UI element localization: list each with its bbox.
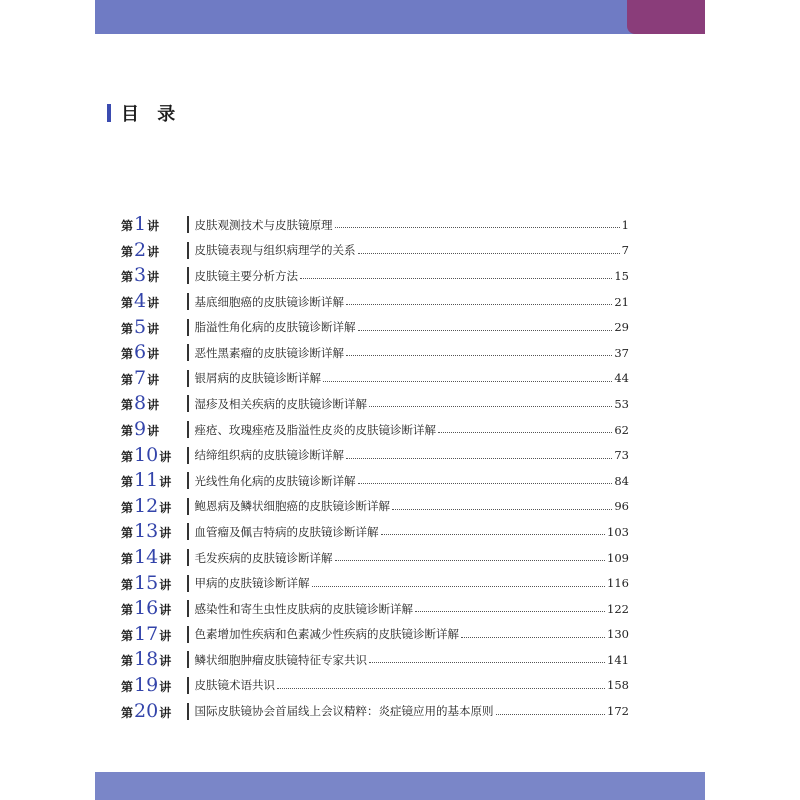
entry-title: 银屑病的皮肤镜诊断详解 [194, 371, 321, 386]
entry-divider [187, 703, 189, 720]
dot-leader [346, 355, 612, 356]
lecture-number: 6 [134, 341, 147, 364]
dot-leader [335, 227, 620, 228]
entry-page-number: 15 [614, 268, 629, 283]
lecture-label [121, 443, 187, 466]
lecture-label [121, 599, 187, 618]
lecture-label [121, 215, 187, 234]
dot-leader [300, 278, 612, 279]
entry-page-number: 73 [614, 448, 629, 463]
lecture-label [121, 420, 187, 439]
lecture-suffix: 讲 [159, 628, 172, 643]
lecture-prefix: 第 [121, 654, 134, 669]
toc-entry[interactable] [121, 391, 629, 417]
lecture-label [121, 622, 187, 645]
entry-title: 色素增加性疾病和色素减少性疾病的皮肤镜诊断详解 [194, 627, 459, 642]
dot-leader [381, 534, 606, 535]
entry-title: 皮肤镜术语共识 [194, 678, 275, 693]
lecture-label [121, 494, 187, 517]
entry-page-number: 122 [607, 601, 629, 616]
entry-divider [187, 344, 189, 361]
lecture-label [121, 699, 187, 722]
dot-leader [346, 304, 612, 305]
lecture-suffix: 讲 [159, 449, 172, 464]
entry-page-number: 53 [614, 396, 629, 411]
entry-divider [187, 626, 189, 643]
lecture-suffix: 讲 [147, 321, 160, 336]
lecture-prefix: 第 [121, 398, 134, 413]
lecture-prefix: 第 [121, 372, 134, 387]
entry-divider [187, 447, 189, 464]
entry-divider [187, 421, 189, 438]
page-title: 目 录 [121, 104, 182, 125]
toc-entry[interactable] [121, 212, 629, 238]
entry-title: 鳞状细胞肿瘤皮肤镜特征专家共识 [194, 652, 367, 667]
lecture-number: 13 [134, 520, 159, 543]
lecture-prefix: 第 [121, 603, 134, 618]
entry-title: 脂溢性角化病的皮肤镜诊断详解 [194, 320, 356, 335]
lecture-number: 7 [134, 366, 147, 389]
lecture-prefix: 第 [121, 552, 134, 567]
lecture-prefix: 第 [121, 219, 134, 234]
lecture-number: 12 [134, 494, 159, 517]
dot-leader [312, 586, 606, 587]
lecture-prefix: 第 [121, 449, 134, 464]
lecture-number: 17 [134, 622, 159, 645]
entry-title: 皮肤观测技术与皮肤镜原理 [194, 217, 333, 232]
lecture-label [121, 238, 187, 261]
entry-divider [187, 319, 189, 336]
toc-entry[interactable] [121, 238, 629, 264]
heading-accent-bar [107, 104, 111, 122]
entry-page-number: 37 [614, 345, 629, 360]
lecture-label [121, 571, 187, 594]
lecture-suffix: 讲 [159, 500, 172, 515]
lecture-label [121, 548, 187, 567]
entry-divider [187, 575, 189, 592]
dot-leader [369, 406, 612, 407]
lecture-label [121, 292, 187, 311]
lecture-suffix: 讲 [147, 372, 160, 387]
lecture-prefix: 第 [121, 347, 134, 362]
entry-title: 鲍恩病及鳞状细胞癌的皮肤镜诊断详解 [194, 499, 390, 514]
lecture-number: 4 [134, 290, 147, 313]
lecture-prefix: 第 [121, 628, 134, 643]
lecture-suffix: 讲 [159, 603, 172, 618]
entry-divider [187, 523, 189, 540]
entry-page-number: 7 [621, 243, 629, 258]
toc-entry[interactable] [121, 673, 629, 699]
dot-leader [335, 560, 606, 561]
entry-divider [187, 549, 189, 566]
lecture-suffix: 讲 [147, 296, 160, 311]
entry-page-number: 96 [614, 499, 629, 514]
entry-divider [187, 498, 189, 515]
toc-entry[interactable] [121, 366, 629, 392]
entry-title: 湿疹及相关疾病的皮肤镜诊断详解 [194, 396, 367, 411]
entry-page-number: 44 [614, 371, 629, 386]
lecture-number: 3 [134, 264, 147, 287]
toc-entry[interactable] [121, 545, 629, 571]
dot-leader [358, 330, 613, 331]
lecture-number: 19 [134, 673, 159, 696]
toc-entry[interactable] [121, 698, 629, 724]
entry-title: 毛发疾病的皮肤镜诊断详解 [194, 550, 333, 565]
entry-page-number: 172 [607, 704, 629, 719]
toc-entry[interactable] [121, 289, 629, 315]
entry-page-number: 84 [614, 473, 629, 488]
toc-entry[interactable] [121, 596, 629, 622]
lecture-label [121, 650, 187, 669]
entry-page-number: 116 [607, 576, 629, 591]
entry-divider [187, 600, 189, 617]
entry-title: 光线性角化病的皮肤镜诊断详解 [194, 473, 356, 488]
table-of-contents [121, 212, 629, 724]
entry-divider [187, 267, 189, 284]
toc-entry[interactable] [121, 468, 629, 494]
lecture-label [121, 315, 187, 338]
toc-heading [107, 100, 181, 126]
lecture-prefix: 第 [121, 270, 134, 285]
lecture-number: 15 [134, 571, 159, 594]
entry-title: 恶性黑素瘤的皮肤镜诊断详解 [194, 345, 344, 360]
lecture-prefix: 第 [121, 244, 134, 259]
lecture-number: 18 [134, 648, 159, 671]
entry-divider [187, 216, 189, 233]
lecture-suffix: 讲 [159, 705, 172, 720]
entry-title: 国际皮肤镜协会首届线上会议精粹：炎症镜应用的基本原则 [194, 704, 494, 719]
lecture-label [121, 471, 187, 490]
entry-title: 结缔组织病的皮肤镜诊断详解 [194, 448, 344, 463]
lecture-prefix: 第 [121, 705, 134, 720]
entry-divider [187, 472, 189, 489]
top-corner-tab [627, 0, 705, 34]
dot-leader [369, 662, 605, 663]
entry-divider [187, 651, 189, 668]
lecture-prefix: 第 [121, 424, 134, 439]
lecture-suffix: 讲 [147, 398, 160, 413]
dot-leader [496, 714, 606, 715]
lecture-prefix: 第 [121, 475, 134, 490]
lecture-number: 8 [134, 392, 147, 415]
dot-leader [277, 688, 605, 689]
lecture-suffix: 讲 [147, 244, 160, 259]
toc-entry[interactable] [121, 494, 629, 520]
lecture-number: 14 [134, 546, 159, 569]
lecture-prefix: 第 [121, 321, 134, 336]
lecture-label [121, 394, 187, 413]
lecture-number: 1 [134, 213, 147, 236]
lecture-suffix: 讲 [159, 526, 172, 541]
lecture-suffix: 讲 [147, 347, 160, 362]
entry-page-number: 158 [607, 678, 629, 693]
lecture-suffix: 讲 [159, 679, 172, 694]
lecture-suffix: 讲 [147, 270, 160, 285]
lecture-prefix: 第 [121, 526, 134, 541]
dot-leader [323, 381, 612, 382]
lecture-prefix: 第 [121, 679, 134, 694]
lecture-suffix: 讲 [147, 219, 160, 234]
entry-title: 基底细胞癌的皮肤镜诊断详解 [194, 294, 344, 309]
lecture-number: 20 [134, 699, 159, 722]
lecture-number: 11 [134, 469, 159, 492]
lecture-prefix: 第 [121, 500, 134, 515]
toc-entry[interactable] [121, 417, 629, 443]
lecture-number: 9 [134, 418, 147, 441]
lecture-label [121, 266, 187, 285]
top-banner [95, 0, 705, 34]
lecture-label [121, 343, 187, 362]
entry-divider [187, 370, 189, 387]
entry-title: 皮肤镜表现与组织病理学的关系 [194, 243, 356, 258]
entry-page-number: 141 [607, 652, 629, 667]
entry-page-number: 29 [614, 320, 629, 335]
entry-divider [187, 395, 189, 412]
entry-title: 皮肤镜主要分析方法 [194, 268, 298, 283]
lecture-label [121, 673, 187, 696]
lecture-suffix: 讲 [159, 552, 172, 567]
toc-entry[interactable] [121, 570, 629, 596]
lecture-prefix: 第 [121, 577, 134, 592]
entry-divider [187, 293, 189, 310]
entry-page-number: 21 [614, 294, 629, 309]
entry-page-number: 103 [607, 524, 629, 539]
toc-entry[interactable] [121, 519, 629, 545]
toc-entry[interactable] [121, 647, 629, 673]
entry-title: 血管瘤及佩吉特病的皮肤镜诊断详解 [194, 524, 379, 539]
entry-page-number: 62 [614, 422, 629, 437]
entry-title: 痤疮、玫瑰痤疮及脂溢性皮炎的皮肤镜诊断详解 [194, 422, 436, 437]
entry-title: 甲病的皮肤镜诊断详解 [194, 576, 310, 591]
entry-divider [187, 677, 189, 694]
lecture-number: 2 [134, 238, 147, 261]
entry-divider [187, 242, 189, 259]
toc-entry[interactable] [121, 263, 629, 289]
entry-page-number: 109 [607, 550, 629, 565]
lecture-number: 16 [134, 597, 159, 620]
dot-leader [392, 509, 612, 510]
bottom-banner [95, 772, 705, 800]
entry-page-number: 130 [607, 627, 629, 642]
lecture-suffix: 讲 [159, 577, 172, 592]
dot-leader [415, 611, 605, 612]
toc-entry[interactable] [121, 622, 629, 648]
entry-page-number: 1 [621, 217, 629, 232]
toc-entry[interactable] [121, 442, 629, 468]
lecture-label [121, 522, 187, 541]
toc-entry[interactable] [121, 314, 629, 340]
dot-leader [438, 432, 612, 433]
entry-title: 感染性和寄生虫性皮肤病的皮肤镜诊断详解 [194, 601, 413, 616]
dot-leader [358, 253, 620, 254]
lecture-suffix: 讲 [159, 475, 172, 490]
lecture-prefix: 第 [121, 296, 134, 311]
lecture-label [121, 366, 187, 389]
dot-leader [346, 458, 612, 459]
lecture-suffix: 讲 [159, 654, 172, 669]
toc-entry[interactable] [121, 340, 629, 366]
dot-leader [358, 483, 613, 484]
lecture-suffix: 讲 [147, 424, 160, 439]
lecture-number: 10 [134, 443, 159, 466]
lecture-number: 5 [134, 315, 147, 338]
dot-leader [461, 637, 605, 638]
